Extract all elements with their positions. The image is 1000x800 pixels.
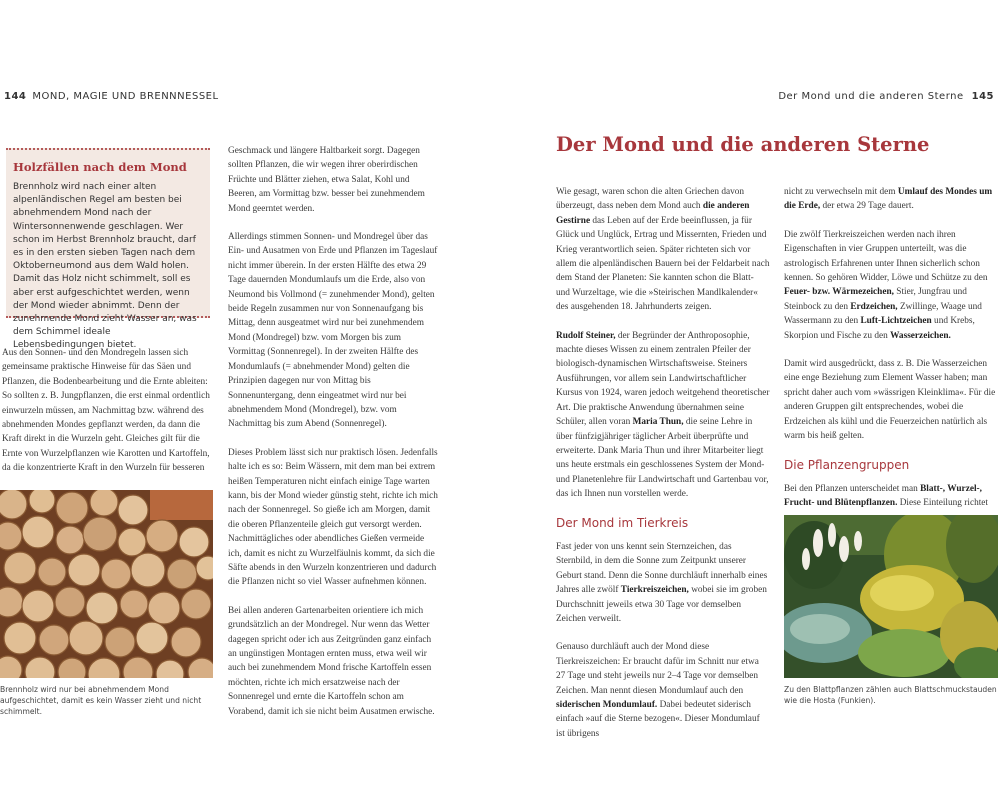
left-column-2-paragraph-2: Allerdings stimmen Sonnen- und Mondregel über das Ein- und Ausatmen von Erde und Pflanzen im Tageslauf nicht immer überein. In der ersten Hälfte des etwa 29 Tage dauernden Mondumlaufs um die Erde, also von Neumond bis Vollmond (= zunehmender Mond), gelten beide Regeln zusammen nur von Sonnenaufgang bis Mittag, denn ausgeatmet wird nur bei zunehmendem Mond (Mondregel) bzw. vom Morgen bis zum Vormittag (Sonnenregel). In der zweiten Hälfte des Mondumlaufs (= abnehmender Mond) gelten die Prinzipien dagegen nur von Mittag bis Sonnenuntergang, denn eingeatmet wird nur bei abnehmendem Mond (Mondregel), bzw. vom Nachmittag bis zum Abend (Sonnenregel). (228, 232, 438, 430)
right-column-1-paragraph-1: Wie gesagt, waren schon die alten Griechen davon überzeugt, dass neben dem Mond auch die anderen Gestirne das Leben auf der Erde beeinflussen, ja für Glück und Unglück, Ertrag und Missernten, Frieden und Krieg verantwortlich seien. Später richteten sich vor allem die alpenländischen Bauern bei der Feldarbeit nach dem Stand der Planeten: Sie kannten schon die Blatt- und Wurzeltage, wie die »Steirischen Mandlkalender« des ausgehenden 18. Jahrhunderts zeigen. (556, 187, 770, 313)
right-running-header (778, 91, 994, 102)
left-column-2-paragraph-4: Bei allen anderen Gartenarbeiten orientiere ich mich grundsätzlich an der Mondregel. Nur wenn das Wetter dagegen spricht oder ich aus Zeitgründen ganz einfach an ungünstigen Montagen ernten muss, etwa weil wir auch bei zunehmendem Mond frische Kartoffeln essen möchten, richte ich mich ersatzweise nach der Sonnenregel und ernte die Kartoffeln schon am Vorabend, damit ich sie nicht beim Ausatmen erwische. (228, 605, 435, 717)
right-column-2-paragraph-4: Bei den Pflanzen unterscheidet man Blatt-, Wurzel-, Frucht- und Blütenpflanzen. Diese Einteilung richtet (784, 483, 989, 509)
right-column-1 (556, 185, 770, 755)
right-column-2-paragraph-2: Die zwölf Tierkreiszeichen werden nach ihren Eigenschaften in vier Gruppen unterteilt, was die astrologisch Erfahrenen unter Ihnen sicherlich schon kennen. So gehören Widder, Löwe und Schütze zu den Feuer- bzw. Wärmezeichen, Stier, Jungfrau und Steinbock zu den Erdzeichen, Zwillinge, Waage und Wassermann zu den Luft-Lichtzeichen und Krebs, Skorpion und Fische zu den Wasserzeichen. (784, 229, 988, 341)
firewood-caption: Brennholz wird nur bei abnehmendem Mond aufgeschichtet, damit es kein Wasser zieht und nicht schimmelt. (0, 685, 202, 716)
hosta-caption: Zu den Blattpflanzen zählen auch Blattschmuckstauden wie die Hosta (Funkien). (784, 685, 997, 705)
left-column-1 (2, 346, 212, 490)
right-column-1-paragraph-2: Rudolf Steiner, der Begründer der Anthroposophie, machte dieses Wissen zu einem zentralen Pfeiler der biologisch-dynamischen Wirtschaftsweise. Steiners Ausführungen, vor allem sein Landwirtschaftlicher Kursus von 1924, waren jedoch weitgehend theoretischer Art. Die praktische Anwendung übernahmen seine Schüler, allen voran Maria Thun, die seine Lehre in über fünfzigjähriger täglicher Arbeit überprüfte und erweiterte. Dank Maria Thun und ihrer Mitarbeiter liegt uns heute erstmals ein geschlossenes System der Mond- und Planetenlehre für Landwirtschaft und Gartenbau vor, das ich Ihnen nun vorstellen werde. (556, 330, 770, 500)
info-box (6, 148, 210, 351)
firewood-photo-icon (0, 490, 213, 678)
right-column-2-paragraph-1: nicht zu verwechseln mit dem Umlauf des Mondes um die Erde, der etwa 29 Tage dauert. (784, 187, 993, 212)
info-box-title: Holzfällen nach dem Mond (13, 160, 187, 174)
right-column-1-paragraph-4: Genauso durchläuft auch der Mond diese Tierkreiszeichen: Er braucht dafür im Schnitt nur etwa 27 Tage und steht jeweils nur 2–4 Tage vor demselben Zeichen. Man nennt diesen Mondumlauf auch den siderischen Mondumlauf. Dabei bedeutet siderisch einfach »auf die Sterne bezogen«. Dieser Mondumlauf ist übrigens (556, 642, 760, 739)
left-running-title: MOND, MAGIE UND BRENNNESSEL (32, 91, 219, 102)
right-column-1-paragraph-3: Fast jeder von uns kennt sein Sternzeichen, das Sternbild, in dem die Sonne zum Zeitpunkt unserer Geburt stand. Denn die Sonne durchläuft innerhalb eines Jahres alle zwölf Tierkreiszeichen, wobei sie im groben Durchschnitt jeweils etwa 30 Tage vor demselben Zeichen verweilt. (556, 541, 768, 624)
left-running-header (4, 91, 219, 102)
right-column-2 (784, 185, 997, 525)
hosta-garden-photo-icon (784, 515, 998, 678)
subheading-tierkreis: Der Mond im Tierkreis (556, 515, 689, 530)
right-running-title: Der Mond und die anderen Sterne (778, 91, 964, 102)
hosta-photo (784, 515, 998, 678)
left-column-2-paragraph-1: Geschmack und längere Haltbarkeit sorgt. Dagegen sollten Pflanzen, die wir wegen ihrer oberirdischen Früchte und Blätter ziehen, etwa Salat, Kohl und Beeren, am Vormittag bzw. besser bei zunehmendem Mond geerntet werden. (228, 146, 425, 214)
left-column-2 (228, 144, 440, 733)
left-page-number: 144 (4, 91, 27, 102)
left-column-1-paragraph: Aus den Sonnen- und den Mondregeln lassen sich gemeinsame praktische Hinweise für das Säen und Pflanzen, die Bodenbearbeitung und die Ernte ableiten: So sollten z. B. Jungpflanzen, die erst einmal ordentlich einwurzeln müssen, am Nachmittag bzw. während des abnehmenden Mondes gepflanzt werden, da dann die Kraft direkt in die Wurzeln geht. Gleiches gilt für die Ernte von Wurzelpflanzen wie Karotten und Kartoffeln, da die konzentrierte Kraft in den Wurzeln für besseren (2, 348, 210, 474)
info-box-body: Brennholz wird nach einer alten alpenländischen Regel am besten bei abnehmendem Mond nach der Wintersonnenwende geschlagen. Wer schon im Herbst Brennholz braucht, darf es in den ersten sieben Tagen nach dem Oktoberneumond aus dem Wald holen. Damit das Holz nicht schimmelt, soll es aber erst aufgeschichtet werden, wenn der Mond wieder abnimmt. Denn der zunehmende Mond zieht Wasser an, was dem Schimmel ideale Lebensbedingungen bietet. (13, 182, 197, 351)
firewood-photo (0, 490, 213, 678)
right-page-number: 145 (971, 91, 994, 102)
left-column-2-paragraph-3: Dieses Problem lässt sich nur praktisch lösen. Jedenfalls halte ich es so: Beim Wässern, mit dem man bei extrem heißen Temperaturen nicht einfach einige Tage warten kann, bis der Mond wieder günstig steht, richte ich mich nach der Sonnenregel. So gieße ich am Morgen, damit die oberen Pflanzenteile gleich gut versorgt werden. Nachmittägliches oder abendliches Gießen vermeide ich, damit es nicht zu Wurzelfäulnis kommt, da sich die Säfte abends in den Wurzeln konzentrieren und dadurch die Pflanzen nicht so viel Wasser aufnehmen können. (228, 447, 438, 588)
page-title: Der Mond und die anderen Sterne (556, 133, 930, 156)
right-column-2-paragraph-3: Damit wird ausgedrückt, dass z. B. Die Wasserzeichen eine enge Beziehung zum Element Wasser haben; man spricht daher auch vom »wässrigen Kleinklima«. Für die anderen Gruppen gilt entsprechendes, wobei die Erdzeichen als kühl und die Feuerzeichen natürlich als warm bis heiß gelten. (784, 359, 996, 442)
subheading-pflanzengruppen: Die Pflanzengruppen (784, 457, 910, 472)
